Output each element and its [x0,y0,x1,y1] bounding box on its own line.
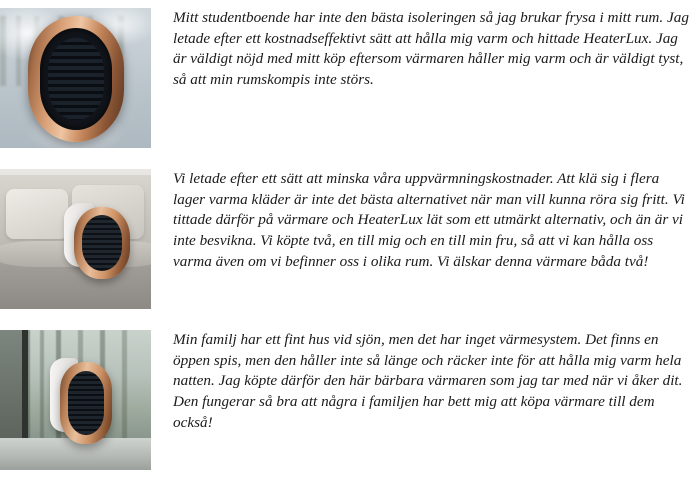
testimonials-page [0,8,700,504]
testimonial-item [0,8,700,148]
testimonial-photo-3 [0,330,151,470]
testimonial-text-1: Mitt studentboende har inte den bästa isoleringen så jag brukar frysa i mitt rum. Jag letade efter ett kostnadseffektivt sätt att hålla mig varm och hittade HeaterLux. Jag är väldigt nöjd med mitt köp eftersom värmaren håller mig varm och är väldigt tyst, så att min rumskompis inte störs. [173,9,689,89]
testimonial-photo-2 [0,169,151,309]
testimonial-photo-1 [0,8,151,148]
heater-device-icon [74,207,130,279]
heater-device-icon [60,362,112,444]
cushion-left [6,189,68,239]
testimonial-item [0,169,700,309]
testimonial-text-3: Min familj har ett fint hus vid sjön, men det har inget värmesystem. Det finns en öppen spis, men den håller inte så länge och räcker inte för att hålla mig varm hela natten. Jag köpte därför den här bärbara värmaren som jag tar med när vi åker dit. Den fungerar så bra att några i familjen har bett mig att köpa värmare till dem också! [173,331,683,431]
window-sill [0,438,151,470]
testimonial-item [0,330,700,470]
heater-device-icon [28,16,124,142]
testimonial-text-2: Vi letade efter ett sätt att minska våra uppvärmningskostnader. Att klä sig i flera lager varma kläder är inte det bästa alternativet när man vill kunna röra sig fritt. Vi tittade därför på värmare och HeaterLux lät som ett utmärkt alternativ, och än är vi inte besvikna. Vi köpte två, en till mig och en till min fru, så att vi kan hålla oss varma även om vi befinner oss i olika rum. Vi älskar denna värmare båda två! [173,170,685,270]
window-frame [22,330,28,442]
